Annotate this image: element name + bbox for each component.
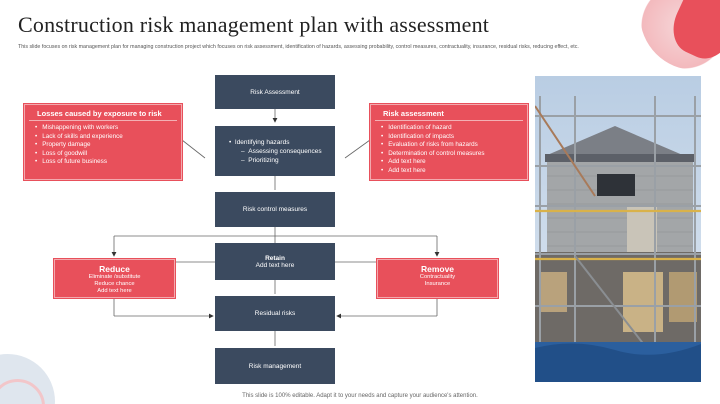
construction-site-photo <box>535 76 701 382</box>
node-control-measures-label: Risk control measures <box>242 206 308 213</box>
remove-box-heading: Remove <box>420 264 455 274</box>
losses-item: • Mishappening with workers <box>35 124 171 133</box>
losses-item: • Loss of goodwill <box>35 150 171 159</box>
hazards-list <box>229 138 322 165</box>
losses-box-heading: Losses caused by exposure to risk <box>29 105 177 121</box>
node-risk-management-label: Risk management <box>248 362 302 370</box>
slide-title: Construction risk management plan with assessment <box>18 12 490 37</box>
assessment-item: • Evaluation of risks from hazards <box>381 141 517 150</box>
node-retain <box>215 243 335 280</box>
remove-line: Insurance <box>424 281 451 287</box>
line-losses-to-hazards <box>182 140 205 158</box>
remove-line: Contractuality <box>419 274 456 280</box>
hazard-item: – Assessing consequences <box>241 147 322 155</box>
slide-subtitle: This slide focuses on risk management plan for managing construction project which focuses on risk assessment, identification of hazards, assessing probability, control measures, contractuality, insurance, residual risks, reducing effect, etc. <box>18 44 579 50</box>
losses-item: • Property damage <box>35 141 171 150</box>
assessment-item: • Identification of hazard <box>381 124 517 133</box>
reduce-line: Add text here <box>97 288 132 294</box>
hazard-item: • Identifying hazards <box>229 138 290 146</box>
assessment-item: • Add text here <box>381 158 517 167</box>
losses-item: • Lack of skills and experience <box>35 133 171 142</box>
reduce-line: Eliminate /substitute <box>88 274 141 280</box>
node-residual-risks <box>215 296 335 331</box>
line-assessment-to-hazards <box>345 140 370 158</box>
losses-list <box>25 121 181 170</box>
node-residual-risks-label: Residual risks <box>254 310 296 317</box>
risk-assessment-box-heading: Risk assessment <box>375 105 523 121</box>
node-control-measures <box>215 192 335 227</box>
losses-box <box>24 104 182 180</box>
footer-note: This slide is 100% editable. Adapt it to your needs and capture your audience's attention. <box>242 393 478 399</box>
node-retain-heading: Retain <box>265 254 285 262</box>
assessment-item: • Add text here <box>381 167 517 176</box>
node-risk-management <box>215 348 335 384</box>
reduce-line: Reduce chance <box>94 281 135 287</box>
assessment-item: • Determination of control measures <box>381 150 517 159</box>
risk-assessment-box <box>370 104 528 180</box>
node-risk-assessment <box>215 75 335 109</box>
assessment-list <box>371 121 527 178</box>
assessment-item: • Identification of impacts <box>381 133 517 142</box>
node-risk-assessment-label: Risk Assessment <box>250 88 300 96</box>
reduce-box-heading: Reduce <box>99 264 130 274</box>
losses-item: • Loss of future business <box>35 158 171 167</box>
node-retain-text: Add text here <box>255 261 295 269</box>
node-hazards <box>215 126 335 176</box>
reduce-box <box>54 259 175 298</box>
hazard-item: – Prioritizing <box>241 156 279 164</box>
remove-box <box>377 259 498 298</box>
